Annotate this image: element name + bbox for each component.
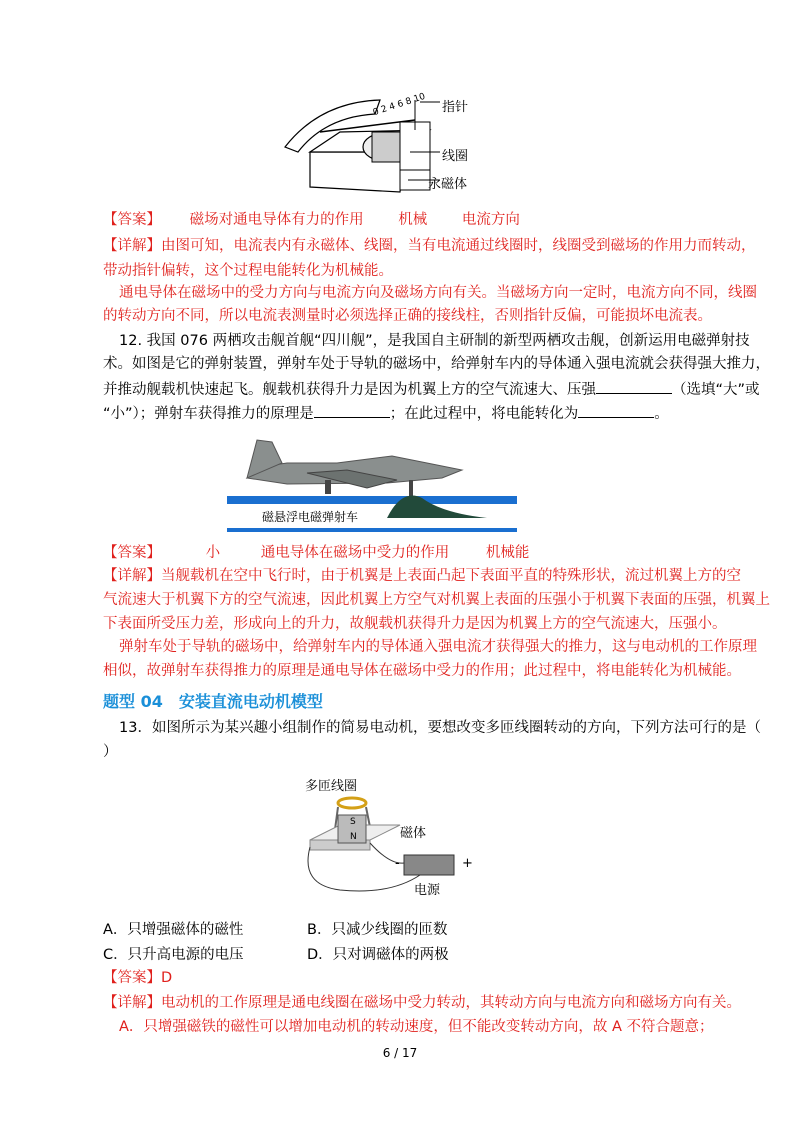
label-pointer: 指针 bbox=[442, 100, 469, 115]
motor-diagram bbox=[300, 785, 480, 905]
q12-line3: 并推动舰载机快速起飞。舰载机获得升力是因为机翼上方的空气流速大、压强 （选填“大”或 bbox=[103, 379, 760, 400]
q11-explain-2a: 通电导体在磁场中的受力方向与电流方向及磁场方向有关。当磁场方向一定时，电流方向不同，线圈 bbox=[119, 285, 757, 301]
option-a[interactable]: A．只增强磁体的磁性 bbox=[103, 922, 244, 938]
q12-explain-2b: 相似，故弹射车获得推力的原理是通电导体在磁场中受力的作用；此过程中，将电能转化为机械能。 bbox=[103, 663, 741, 679]
option-b[interactable]: B．只减少线圈的匝数 bbox=[307, 922, 448, 938]
q12-line2: 术。如图是它的弹射装置，弹射车处于导轨的磁场中，给弹射车内的导体通入强电流就会获得强大推力， bbox=[103, 356, 770, 372]
blank-3[interactable] bbox=[578, 403, 654, 418]
q13-answer: 【答案】D bbox=[103, 970, 173, 986]
blank-1[interactable] bbox=[596, 379, 672, 394]
q12-answer: 【答案】 小 通电导体在磁场中受力的作用 机械能 bbox=[103, 545, 530, 561]
q13-explain-1: 【详解】电动机的工作原理是通电线圈在磁场中受力转动，其转动方向与电流方向和磁场方向有关。 bbox=[103, 995, 741, 1011]
q12-explain-1a: 【详解】当舰载机在空中飞行时，由于机翼是上表面凸起下表面平直的特殊形状，流过机翼上方的空 bbox=[103, 568, 741, 584]
section-heading: 题型 04 安装直流电动机模型 bbox=[103, 692, 323, 711]
q12-explain-1b: 气流速大于机翼下方的空气流速，因此机翼上方空气对机翼上表面的压强小于机翼下表面的压强，机翼上 bbox=[103, 592, 770, 608]
answer-1: 磁场对通电导体有力的作用 bbox=[189, 212, 364, 228]
label-magnet-body: 磁体 bbox=[400, 826, 427, 841]
catapult-caption: 磁悬浮电磁弹射车 bbox=[262, 510, 359, 524]
blank-2[interactable] bbox=[314, 403, 390, 418]
ammeter-scale: 0 2 4 6 8 10 bbox=[371, 91, 427, 119]
q13-line2: ） bbox=[103, 744, 118, 760]
q13-explain-2: A．只增强磁铁的磁性可以增加电动机的转动速度，但不能改变转动方向，故 A 不符合题意； bbox=[119, 1019, 714, 1035]
label-coil: 线圈 bbox=[442, 149, 469, 164]
answer-3: 机械能 bbox=[485, 545, 530, 561]
label-minus: - bbox=[395, 856, 400, 871]
option-c[interactable]: C．只升高电源的电压 bbox=[103, 947, 244, 963]
page-number: 6 / 17 bbox=[382, 1046, 418, 1060]
label-coil-multi: 多匝线圈 bbox=[305, 779, 358, 794]
label-power: 电源 bbox=[414, 883, 441, 898]
q11-explain-2b: 的转动方向不同，所以电流表测量时必须选择正确的接线柱，否则指针反偏，可能损坏电流表。 bbox=[103, 308, 712, 324]
option-d[interactable]: D．只对调磁体的两极 bbox=[307, 947, 449, 963]
q11-explain-1b: 带动指针偏转，这个过程电能转化为机械能。 bbox=[103, 263, 393, 279]
q11-answer bbox=[103, 210, 520, 230]
answer-2: 机械 bbox=[398, 212, 428, 228]
q13-line1: 13．如图所示为某兴趣小组制作的简易电动机，要想改变多匝线圈转动的方向，下列方法可行的是（ bbox=[119, 720, 761, 736]
q11-explain-1a: 【详解】由图可知，电流表内有永磁体、线圈，当有电流通过线圈时，线圈受到磁场的作用力而转动， bbox=[103, 238, 756, 254]
answer-3: 电流方向 bbox=[461, 212, 520, 228]
answer-label: 【答案】 bbox=[103, 212, 161, 228]
q12-explain-1c: 下表面所受压力差，形成向上的升力，故舰载机获得升力是因为机翼上方的空气流速大，压强小。 bbox=[103, 616, 727, 632]
q12-line1: 12. 我国 076 两栖攻击舰首舰“四川舰”，是我国自主研制的新型两栖攻击舰，创新运用电磁弹射技 bbox=[119, 333, 750, 349]
q12-line4: “小”）；弹射车获得推力的原理是 ；在此过程中，将电能转化为 。 bbox=[103, 403, 669, 424]
answer-value: D bbox=[161, 970, 173, 986]
q12-explain-2a: 弹射车处于导轨的磁场中，给弹射车内的导体通入强电流才获得强大的推力，这与电动机的工作原理 bbox=[119, 639, 757, 655]
label-pole-s: S bbox=[350, 817, 356, 827]
label-plus: + bbox=[462, 856, 473, 871]
answer-1: 小 bbox=[205, 545, 221, 561]
label-pole-n: N bbox=[350, 832, 357, 842]
label-magnet: 永磁体 bbox=[428, 177, 468, 192]
answer-2: 通电导体在磁场中受力的作用 bbox=[260, 545, 450, 561]
